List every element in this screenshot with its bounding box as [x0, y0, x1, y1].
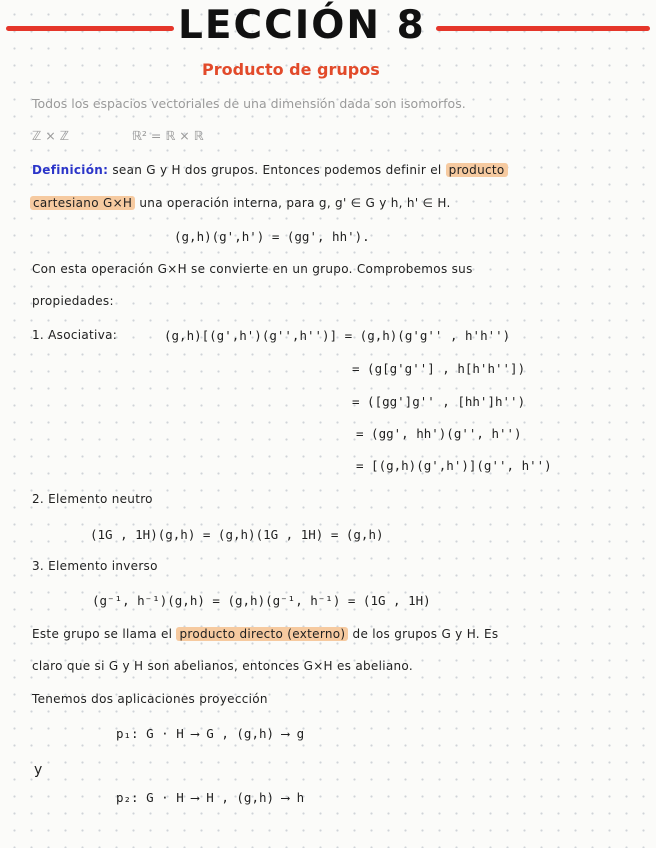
highlight-producto: producto: [446, 163, 508, 177]
associative-step-2: = (g[g'g''] , h[h'h'']): [352, 361, 526, 376]
neutral-formula: (1G , 1H)(g,h) = (g,h)(1G , 1H) = (g,h): [90, 527, 384, 542]
closing-text-1a: Este grupo se llama el: [32, 627, 173, 641]
associative-step-5: = [(g,h)(g',h')](g'', h''): [356, 458, 552, 473]
definition-text-2: una operación interna, para g, g' ∈ G y h, h' ∈ H.: [139, 196, 451, 210]
definition-line-4: propiedades:: [32, 294, 114, 308]
definition-text-1: sean G y H dos grupos. Entonces podemos definir el: [112, 163, 442, 177]
definition-line-3: Con esta operación G×H se convierte en un grupo. Comprobemos sus: [32, 262, 473, 276]
definition-formula: (g,h)(g',h') = (gg', hh').: [174, 229, 370, 244]
page-title: LECCIÓN 8: [178, 3, 426, 48]
closing-line-2: claro que si G y H son abelianos, entonces G×H es abeliano.: [32, 659, 413, 673]
closing-line-3: Tenemos dos aplicaciones proyección: [32, 692, 268, 706]
projection-p2: p₂: G · H ⟶ H , (g,h) ⟶ h: [116, 790, 305, 805]
inverse-formula: (g⁻¹, h⁻¹)(g,h) = (g,h)(g⁻¹, h⁻¹) = (1G , 1H): [92, 593, 431, 608]
projection-p1: p₁: G · H ⟶ G , (g,h) ⟶ g: [116, 726, 305, 741]
intro-line: Todos los espacios vectoriales de una dimensión dada son isomorfos.: [32, 96, 466, 111]
closing-line-1: [32, 627, 498, 641]
inverse-label: 3. Elemento inverso: [32, 559, 158, 573]
associative-step-3: = ([gg']g'' , [hh']h''): [352, 394, 526, 409]
associative-label: 1. Asociativa:: [32, 328, 118, 342]
closing-text-1b: de los grupos G y H. Es: [352, 627, 499, 641]
neutral-label: 2. Elemento neutro: [32, 492, 153, 506]
example-zxz: ℤ × ℤ: [32, 128, 70, 143]
associative-step-4: = (gg', hh')(g'', h''): [356, 426, 522, 441]
highlight-cartesiano: cartesiano G×H: [30, 196, 135, 210]
title-rule-right: [436, 26, 650, 31]
definition-label: Definición:: [32, 163, 109, 177]
page-subtitle: Producto de grupos: [202, 60, 380, 79]
definition-line-1: [32, 163, 508, 177]
associative-step-1: (g,h)[(g',h')(g'',h'')] = (g,h)(g'g'' , h'h''): [164, 328, 511, 343]
title-rule-left: [6, 26, 174, 31]
example-rxr: ℝ² = ℝ × ℝ: [132, 128, 204, 143]
closing-and: y: [34, 762, 43, 778]
definition-line-2: [30, 196, 451, 210]
highlight-producto-directo: producto directo (externo): [176, 627, 348, 641]
